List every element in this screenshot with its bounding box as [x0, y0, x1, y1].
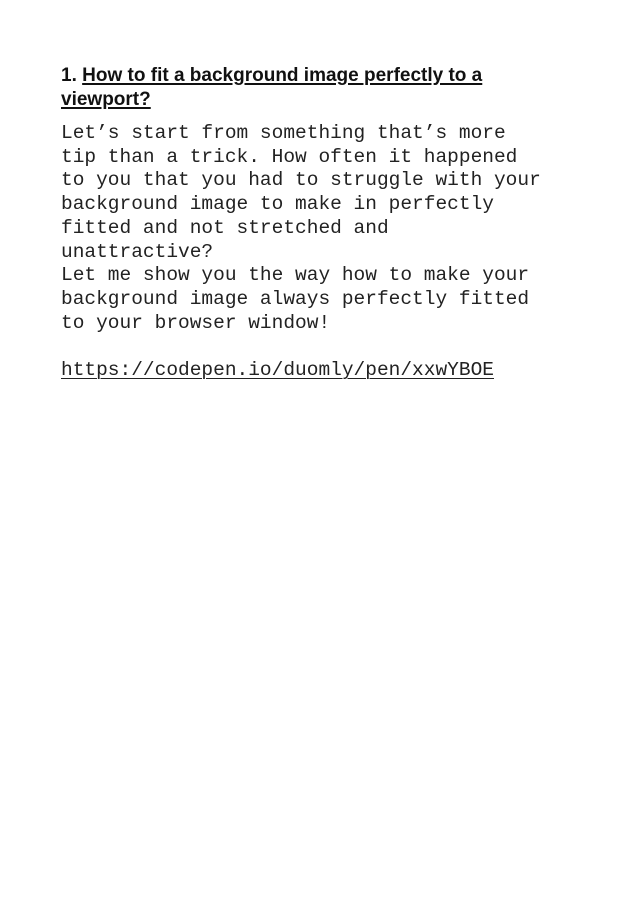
body-line: to you that you had to struggle with your	[61, 169, 541, 192]
body-line: fitted and not stretched and	[61, 216, 389, 239]
codepen-url-link[interactable]: https://codepen.io/duomly/pen/xxwYBOE	[61, 359, 494, 381]
section-title-link-line1[interactable]: How to fit a background image perfectly to a	[82, 65, 483, 86]
body-line: tip than a trick. How often it happened	[61, 145, 518, 168]
body-line: unattractive?	[61, 240, 214, 263]
section-heading	[61, 64, 531, 112]
body-line: background image always perfectly fitted	[61, 287, 530, 310]
body-line: Let me show you the way how to make your	[61, 264, 530, 287]
section-body	[61, 122, 621, 335]
section-number: 1.	[61, 65, 77, 86]
body-line: to your browser window!	[61, 311, 331, 334]
body-line: Let’s start from something that’s more	[61, 122, 506, 144]
section-title-link-line2[interactable]: viewport?	[61, 89, 151, 110]
body-line: background image to make in perfectly	[61, 193, 494, 216]
